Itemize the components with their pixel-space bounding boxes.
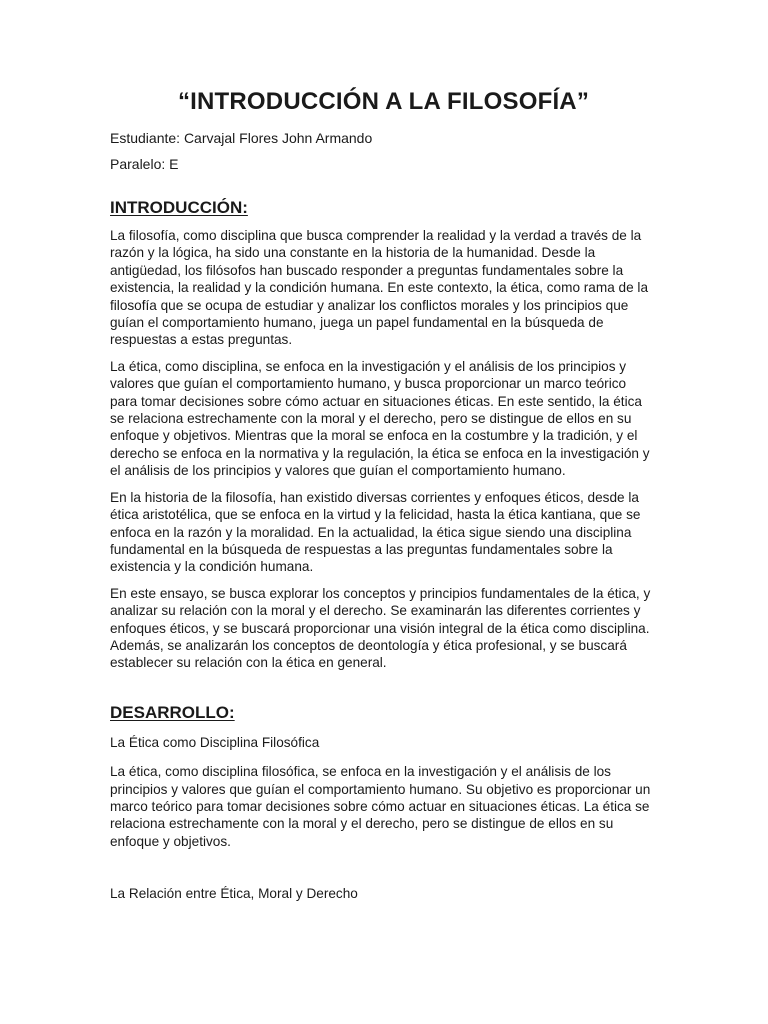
introduction-paragraph: En la historia de la filosofía, han existido diversas corrientes y enfoques éticos, desde la ética aristotélica, que se enfoca en la virtud y la felicidad, hasta la ética kantiana, que se enfoca en la razón y la moralidad. En la actualidad, la ética sigue siendo una disciplina fundamental en la búsqueda de respuestas a las preguntas fundamentales sobre la existencia y la condición humana. xyxy=(110,489,641,575)
student-name: Estudiante: Carvajal Flores John Armando xyxy=(110,130,373,146)
introduction-paragraph: La filosofía, como disciplina que busca comprender la realidad y la verdad a través de la razón y la lógica, ha sido una constante en la historia de la humanidad. Desde la antigüedad, los filósofos han buscado responder a preguntas fundamentales sobre la existencia, la realidad y la condición humana. En este contexto, la ética, como rama de la filosofía que se ocupa de estudiar y analizar los conflictos morales y los principios que guían el comportamiento humano, juega un papel fundamental en la búsqueda de respuestas a estas preguntas. xyxy=(110,228,649,348)
parallel-label: Paralelo: E xyxy=(110,156,179,172)
development-paragraph: La ética, como disciplina filosófica, se enfoca en la investigación y el análisis de los principios y valores que guían el comportamiento humano. Su objetivo es proporcionar un marco teórico para tomar decisiones sobre cómo actuar en situaciones éticas. La ética se relaciona estrechamente con la moral y el derecho, pero se distingue de ellos en su enfoque y objetivos. xyxy=(110,764,651,849)
introduction-paragraph: La ética, como disciplina, se enfoca en la investigación y el análisis de los principios y valores que guían el comportamiento humano, y busca proporcionar un marco teórico para tomar decisiones sobre cómo actuar en situaciones éticas. En este sentido, la ética se relaciona estrechamente con la moral y el derecho, pero se distingue de ellos en su enfoque y objetivos. Mientras que la moral se enfoca en la costumbre y la tradición, y el derecho se enfoca en la normativa y la regulación, la ética se enfoca en la investigación y el análisis de los principios y valores que guían el comportamiento humano. xyxy=(110,358,650,479)
introduction-section xyxy=(110,198,657,672)
development-subheading: La Ética como Disciplina Filosófica xyxy=(110,734,320,750)
introduction-paragraph: En este ensayo, se busca explorar los conceptos y principios fundamentales de la ética, y analizar su relación con la moral y el derecho. Se examinarán las diferentes corrientes y enfoques éticos, y se buscará proporcionar una visión integral de la ética como disciplina. Además, se analizarán los conceptos de deontología y ética profesional, y se buscará establecer su relación con la ética en general. xyxy=(110,585,651,671)
introduction-heading: INTRODUCCIÓN: xyxy=(110,198,248,217)
development-heading: DESARROLLO: xyxy=(110,702,235,722)
development-section xyxy=(110,703,657,903)
document-title: “INTRODUCCIÓN A LA FILOSOFÍA” xyxy=(177,88,590,115)
development-subheading: La Relación entre Ética, Moral y Derecho xyxy=(110,886,358,902)
